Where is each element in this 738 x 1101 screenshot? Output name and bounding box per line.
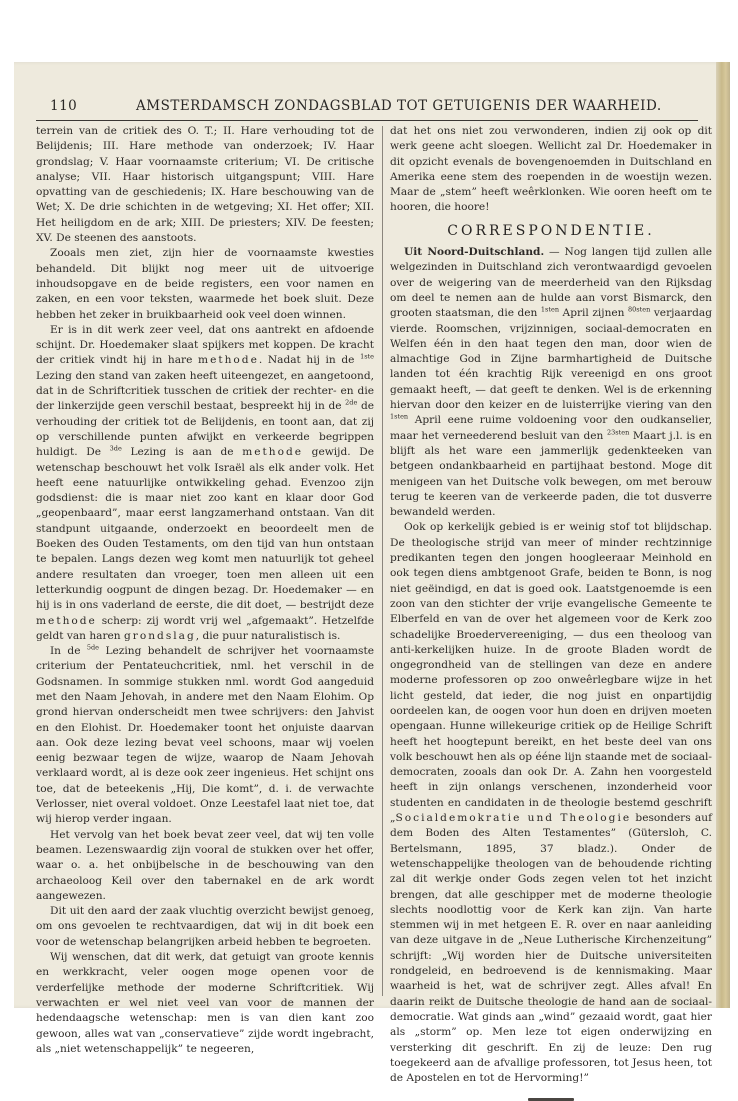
right-column: [390, 124, 712, 1101]
contents-list: terrein van de critiek des O. T.; II. Hare verhouding tot de Belijdenis; III. Hare methode van onderzoek; IV. Haar grondslag; V. Haar voornaamste criterium; VI. De critische analyse; VII. Haar historisch uitgangspunt; VIII. Hare opvatting van de geschiedenis; IX. Hare beschouwing van de Wet; X. De drie schichten in de wetgeving; XI. Het offer; XII. Het heiligdom en de ark; XIII. De priesters; XIV. De feesten; XV. De steenen des aanstoots.: [36, 125, 374, 245]
page-edge: [716, 62, 730, 1008]
page-number: 110: [50, 98, 78, 114]
column-rule: [382, 126, 383, 996]
correspondence-lead: Uit Noord-Duitschland.: [404, 246, 545, 259]
header-rule: [36, 120, 698, 121]
section-heading: CORRESPONDENTIE.: [447, 222, 655, 239]
running-header: [36, 98, 712, 120]
paragraph: Zooals men ziet, zijn hier de voornaamste kwesties behandeld. Dit blijkt nog meer uit de uitvoerige inhoudsopgave en de beide registers, een voor namen en zaken, en een voor teksten, waarmede het boek sluit. Deze hebben het zeker in bruikbaarheid ook veel doen winnen.: [36, 247, 374, 321]
correspondence-paragraph: Ook op kerkelijk gebied is er weinig stof tot blijdschap. De theologische strijd van meer of minder rechtzinnige predikanten tegen den jongen hoogleeraar Meinhold en ook tegen diens ambtgenoot Grafe, beiden te Bonn, is nog niet geëindigd, en dat is goed ook. Laatstgenoemde is een zoon van den stichter der vrije evangelische Gemeente te Elberfeld en van de over het algemeen voor de Kerk zoo schadelijke Broedervereeniging, — dus een theoloog van anti-kerkelijken huize. In de groote Bladen wordt de ongegrondheid van de stellingen van deze en andere moderne professoren op zoo onweêrlegbare wijze in het licht gesteld, dat ieder, die nog juist en onpartijdig oordeelen kan, de oogen voor hun doen en drijven moeten opengaan. Hunne willekeurige critiek op de Heilige Schrift heeft het hoogtepunt bereikt, en het beste deel van ons volk beschouwt hen als op ééne lijn staande met de sociaal-democraten, zooals dan ook Dr. A. Zahn hen voorgesteld heeft in zijn onlangs verschenen, inzonderheid voor studenten en candidaten in de theologie bestemd geschrift „Socialdemokratie und Theologie besonders auf dem Boden des Alten Testamentes” (Gütersloh, C. Bertelsmann, 1895, 37 bladz.). Onder de wetenschappelijke theologen van de behoudende richting zal dit werkje onder Gods zegen velen tot het inzicht brengen, dat alle geschipper met de moderne theologie slechts noodlottig voor de Kerk kan zijn. Van harte stemmen wij in met hetgeen E. R. over en naar aanleiding van deze uitgave in de „Neue Lutherische Kirchenzeitung” schrijft: „Wij worden hier de Duitsche universiteiten rondgeleid, en bedroevend is de kennismaking. Maar waarheid is het, wat de schrijver zegt. Alles afval! En daarin reikt de Duitsche theologie de hand aan de sociaal-democratie. Wat ginds aan „wind” gezaaid wordt, gaat hier als „storm” op. Men leze tot eigen onderwijzing en versterking dit geschrift. En zij de leuze: Den rug toegekeerd aan de afvallige professoren, tot Jesus heen, tot de Apostelen en tot de Hervorming!”: [390, 521, 712, 1085]
left-column: [36, 124, 374, 1057]
paragraph: Er is in dit werk zeer veel, dat ons aantrekt en afdoende schijnt. Dr. Hoedemaker slaat spijkers met koppen. De kracht der critiek vindt hij in hare methode. Nadat hij in de $^{1ste}$ Lezing den stand van zaken heeft uiteengezet, en aangetoond, dat in de Schriftcritiek tusschen de critiek der rechter- en die der linkerzijde geen verschil bestaat, bespreekt hij in de $^{2de}$ de verhouding der critiek tot de Belijdenis, en toont aan, dat zij op verschillende punten afwijkt en verkeerde begrippen huldigt. De $^{3de}$ Lezing is aan de methode gewijd. De wetenschap beschouwt het volk Israël als elk ander volk. Het heeft eene natuurlijke ontwikkeling gehad. Evenzoo zijn godsdienst: die is maar niet zoo kant en klaar door God „geopenbaard”, maar eerst langzamerhand ontstaan. Van dit standpunt uitgaande, onderzoekt en beoordeelt men de Boeken des Ouden Testaments, om den tijd van hun ontstaan te bepalen. Langs dezen weg komt men natuurlijk tot geheel andere resultaten dan vroeger, toen men alleen uit een letterkundig oogpunt de dingen bezag. Dr. Hoedemaker — en hij is in ons vaderland de eerste, die dit doet, — bestrijdt deze methode scherp: zij wordt vrij wel „afgemaakt”. Hetzelfde geldt van haren grondslag, die puur naturalistisch is.: [36, 323, 375, 642]
paragraph: In de $^{5de}$ Lezing behandelt de schrijver het voornaamste criterium der Pentateuchcritiek, nml. het verschil in de Godsnamen. In sommige stukken nml. wordt God aangeduid met den Naam Jehovah, in andere met den Naam Elohim. Op grond hiervan onderscheidt men twee schrijvers: den Jahvist en den Elohist. Dr. Hoedemaker toont het onjuiste daarvan aan. Ook deze lezing bevat veel schoons, maar wij voelen eenig bezwaar tegen de wijze, waarop de Naam Jehovah verklaard wordt, al is deze ook zeer ingenieus. Het schijnt ons toe, dat de beteekenis „Hij, Die komt”, d. i. de verwachte Verlosser, niet overal voldoet. Onze Leestafel laat niet toe, dat wij hierop verder ingaan.: [36, 643, 375, 826]
paragraph: dat het ons niet zou verwonderen, indien zij ook op dit werk geene acht sloegen. Wellicht zal Dr. Hoedemaker in dit opzicht evenals de bovengenoemden in Duitschland en Amerika eene stem des roependen in de woestijn wezen. Maar de „stem” heeft weêrklonken. Wie ooren heeft om te hooren, die hoore!: [390, 125, 712, 214]
paragraph: Wij wenschen, dat dit werk, dat getuigt van groote kennis en werkkracht, veler oogen moge openen voor de verderfelijke methode der moderne Schriftcritiek. Wij verwachten er wel niet veel van voor de mannen der hedendaagsche wetenschap: men is van dien kant zoo gewoon, alles wat van „conservatieve” zijde wordt ingebracht, als „niet wetenschappelijk” te negeeren,: [36, 951, 374, 1055]
correspondence-paragraph: Uit Noord-Duitschland. — Nog langen tijd zullen alle welgezinden in Duitschland zich verontwaardigd gevoelen over de weigering van de meerderheid van den Rijksdag om deel te nemen aan de hulde aan vorst Bismarck, den grooten staatsman, die den $^{1sten}$ April zijnen $^{80sten}$ verjaardag vierde. Roomschen, vrijzinnigen, sociaal-democraten en Welfen één in den haat tegen den man, door wien de almachtige God in Zijne barmhartigheid de Duitsche landen tot één krachtig Rijk vereenigd en ons groot gemaakt heeft, — dat geeft te denken. Wel is de erkenning hiervan door den keizer en de luisterrijke viering van den $^{1sten}$ April eene ruime voldoening voor den oudkanselier, maar het verneederend besluit van den $^{23sten}$ Maart j.l. is en blijft als het ware een jammerlijk gedenkteeken van betgeen ondankbaarheid en partijhaat bestond. Moge dit menigeen van het Duitsche volk bewegen, om met berouw terug te keeren van de verkeerde paden, die tot dusverre bewandeld werden.: [390, 246, 713, 519]
running-title: AMSTERDAMSCH ZONDAGSBLAD TOT GETUIGENIS DER WAARHEID.: [136, 98, 662, 114]
paragraph: Dit uit den aard der zaak vluchtig overzicht bewijst genoeg, om ons gevoelen te rechtvaardigen, dat wij in dit boek een voor de wetenschap belangrijken arbeid hebben te begroeten.: [36, 905, 374, 948]
paragraph: Het vervolg van het boek bevat zeer veel, dat wij ten volle beamen. Lezenswaardig zijn vooral de stukken over het offer, waar o. a. het onbijbelsche in de beschouwing van den archaeoloog Keil over den tabernakel en de ark wordt aangewezen.: [36, 828, 374, 902]
